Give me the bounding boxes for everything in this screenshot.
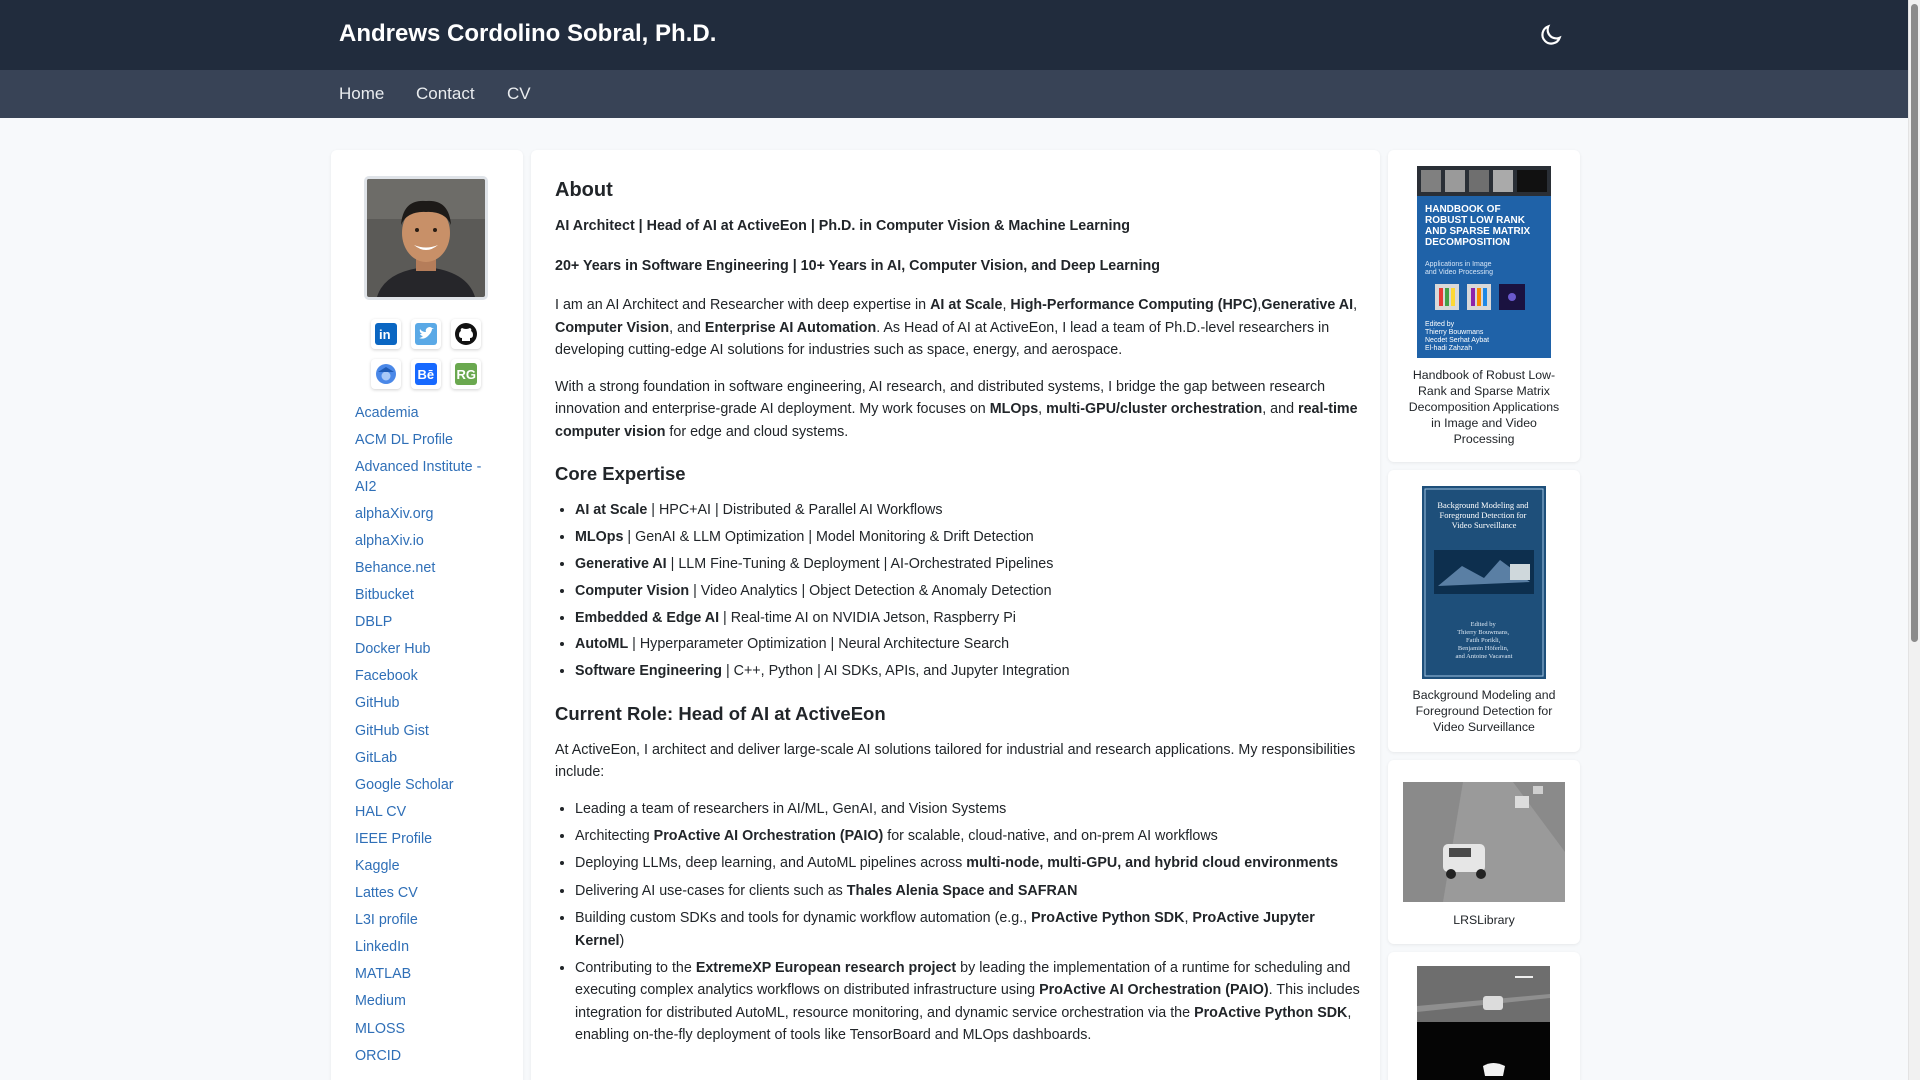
- list-item: [575, 526, 1360, 549]
- book-caption[interactable]: Handbook of Robust Low-Rank and Sparse Matrix Decomposition Applications in Image and Video Processing: [1408, 368, 1560, 446]
- book-caption[interactable]: Background Modeling and Foreground Detection for Video Surveillance: [1412, 688, 1556, 734]
- text-run: , and: [1262, 401, 1298, 417]
- bold-text: Thales Alenia Space and SAFRAN: [846, 882, 1078, 899]
- list-item: [575, 852, 1360, 875]
- text-run: | Real-time AI on NVIDIA Jetson, Raspberry Pi: [719, 609, 1016, 626]
- twitter-icon[interactable]: [411, 319, 441, 349]
- page-scrollbar[interactable]: [1908, 0, 1920, 1080]
- sidebar-link[interactable]: Academia: [355, 405, 419, 421]
- bold-text: AutoML: [575, 636, 629, 653]
- bold-text: AI at Scale: [930, 297, 1003, 313]
- bold-text: Enterprise AI Automation: [704, 319, 877, 336]
- text-run: Architecting: [575, 828, 654, 845]
- book-cover-background-modeling[interactable]: [1422, 486, 1546, 679]
- text-run: . As Head of AI at ActiveEon, I lead a team of Ph.D.-level researchers in developing cutting-edge AI solutions for industries such as space, energy, and aerospace.: [555, 319, 1330, 358]
- behance-label: Bē: [417, 367, 435, 382]
- bold-text: ProActive Jupyter Kernel: [575, 910, 1315, 949]
- project-card-lrslibrary[interactable]: [1388, 760, 1580, 944]
- sidebar-link[interactable]: Bitbucket: [355, 587, 414, 604]
- project-card-video[interactable]: [1388, 952, 1580, 1080]
- text-run: | C++, Python | AI SDKs, APIs, and Jupyter Integration: [721, 663, 1070, 680]
- sidebar-link[interactable]: L3I profile: [355, 912, 418, 929]
- bold-text: real-time computer vision: [555, 401, 1358, 440]
- book-card-robust-low-rank[interactable]: [1388, 150, 1580, 462]
- researchgate-icon[interactable]: [451, 359, 481, 389]
- nav-contact[interactable]: Contact: [416, 84, 475, 103]
- google-scholar-icon[interactable]: [371, 359, 401, 389]
- project-thumbnail-video[interactable]: [1417, 966, 1550, 1080]
- sidebar-link[interactable]: Facebook: [355, 668, 418, 685]
- sidebar-link[interactable]: GitHub Gist: [355, 722, 429, 739]
- cover-title-text: HANDBOOK OF ROBUST LOW RANK AND SPARSE MATRIX DECOMPOSITION: [1425, 204, 1531, 248]
- github-icon[interactable]: [451, 319, 481, 349]
- text-run: | HPC+AI | Distributed & Parallel AI Workflows: [647, 502, 943, 518]
- text-run: | LLM Fine-Tuning & Deployment | AI-Orchestrated Pipelines: [666, 555, 1054, 572]
- current-role-intro: At ActiveEon, I architect and deliver large-scale AI solutions tailored for industrial and research applications. My responsibilities include:: [555, 741, 1356, 781]
- core-expertise-list: [555, 499, 1360, 683]
- bold-text: Software Engineering: [575, 663, 722, 680]
- text-run: Delivering AI use-cases for clients such as: [575, 882, 847, 899]
- svg-text:Background Modeling and: Background Modeling and Foreground Detection for Video Surveillance: [1437, 500, 1529, 530]
- sidebar-link[interactable]: Kaggle: [355, 858, 400, 874]
- list-item: [575, 633, 1360, 656]
- bold-text: Computer Vision: [575, 582, 690, 599]
- bold-text: MLOps: [575, 528, 624, 545]
- bold-text: AI at Scale: [575, 502, 648, 518]
- list-item: [575, 607, 1360, 630]
- list-item: [575, 798, 1360, 821]
- sidebar-link[interactable]: ACM DL Profile: [355, 432, 453, 449]
- about-paragraph-1: [555, 294, 1360, 362]
- text-run: Contributing to the: [575, 959, 696, 976]
- sidebar-link[interactable]: GitLab: [355, 749, 398, 766]
- text-run: , and: [669, 319, 705, 336]
- list-item: [575, 553, 1360, 576]
- list-item: [575, 880, 1360, 903]
- sidebar-link[interactable]: ORCID: [355, 1047, 402, 1064]
- text-run: ,: [1353, 297, 1358, 313]
- svg-text:Applications in Image: Applications in Image and Video Processing: [1425, 261, 1493, 276]
- bold-text: MLOps: [989, 401, 1039, 417]
- profile-links: [355, 404, 505, 1074]
- bold-text: High-Performance Computing (HPC): [1010, 297, 1258, 313]
- moon-icon[interactable]: [1538, 22, 1564, 48]
- book-cover-robust-low-rank[interactable]: [1417, 166, 1551, 358]
- text-run: Building custom SDKs and tools for dynamic workflow automation (e.g.,: [575, 910, 1032, 927]
- list-item: [575, 580, 1360, 603]
- sidebar-link[interactable]: DBLP: [355, 614, 393, 631]
- tagline-role: AI Architect | Head of AI at ActiveEon | Ph.D. in Computer Vision & Machine Learning: [555, 218, 1130, 234]
- text-run: for scalable, cloud-native, and on-prem AI workflows: [883, 828, 1218, 845]
- text-run: With a strong foundation in software engineering, AI research, and distributed systems, I bridge the gap between research innovation and enterprise-grade AI deployment. My work focuses on: [555, 378, 1326, 417]
- sidebar-link[interactable]: alphaXiv.io: [355, 532, 424, 549]
- sidebar-link[interactable]: Google Scholar: [355, 776, 454, 793]
- about-heading: About: [555, 179, 613, 201]
- top-header: [0, 0, 1908, 70]
- sidebar-link[interactable]: Advanced Institute - AI2: [355, 459, 482, 495]
- bold-text: multi-GPU/cluster orchestration: [1046, 401, 1263, 417]
- text-run: | Hyperparameter Optimization | Neural Architecture Search: [628, 636, 1010, 653]
- sidebar-link[interactable]: MLOSS: [355, 1020, 406, 1037]
- avatar: [364, 176, 488, 300]
- core-expertise-heading: Core Expertise: [555, 463, 686, 484]
- sidebar-link[interactable]: HAL CV: [355, 803, 407, 820]
- current-role-heading: Current Role: Head of AI at ActiveEon: [555, 702, 886, 724]
- main-content: [531, 150, 1380, 1080]
- book-card-background-modeling[interactable]: [1388, 470, 1580, 752]
- text-run: . This includes integration for distributed AutoML, resource monitoring, and dynamic service orchestration via the: [575, 982, 1360, 1021]
- text-run: ,: [1257, 297, 1262, 313]
- sidebar-link[interactable]: Docker Hub: [355, 641, 431, 658]
- nav-cv[interactable]: CV: [507, 84, 531, 103]
- bold-text: multi-node, multi-GPU, and hybrid cloud environments: [966, 855, 1339, 872]
- profile-sidebar: [331, 150, 523, 1080]
- text-run: ,: [1184, 910, 1193, 927]
- site-title[interactable]: Andrews Cordolino Sobral, Ph.D.: [339, 20, 717, 47]
- list-item: [575, 907, 1360, 952]
- bold-text: ProActive Python SDK: [1194, 1004, 1348, 1021]
- tagline-experience: 20+ Years in Software Engineering | 10+ Years in AI, Computer Vision, and Deep Learning: [555, 257, 1160, 274]
- list-item: [575, 499, 1360, 522]
- behance-icon[interactable]: [411, 359, 441, 389]
- sidebar-link[interactable]: Medium: [355, 993, 406, 1010]
- text-run: | GenAI & LLM Optimization | Model Monitoring & Drift Detection: [623, 528, 1034, 545]
- bold-text: Generative AI: [575, 555, 667, 572]
- bold-text: ProActive AI Orchestration (PAIO): [653, 828, 884, 845]
- svg-text:Edited by Thierry Bouw: Edited by Thierry Bouwmans, Fatih Porikli, Benjamin Höferlin, and Antoine Vacavant: [1455, 621, 1513, 660]
- sidebar-link[interactable]: Lattes CV: [355, 885, 418, 902]
- svg-text:in: in: [379, 327, 391, 342]
- text-run: ): [619, 932, 625, 949]
- nav-home[interactable]: Home: [339, 84, 385, 103]
- bold-text: ExtremeXP European research project: [695, 959, 957, 976]
- list-item: [575, 660, 1360, 683]
- text-run: | Video Analytics | Object Detection & Anomaly Detection: [689, 582, 1052, 599]
- sidebar-link[interactable]: IEEE Profile: [355, 830, 433, 847]
- text-run: ,: [1002, 297, 1011, 313]
- bold-text: Generative AI: [1261, 297, 1354, 313]
- text-run: by leading the implementation of a runtime for scheduling and executing complex analytics workflows on distributed infrastructure using: [575, 959, 1351, 999]
- project-caption[interactable]: LRSLibrary: [1453, 913, 1515, 927]
- lrslibrary-thumbnail[interactable]: [1403, 782, 1565, 902]
- text-run: I am an AI Architect and Researcher with deep expertise in: [555, 297, 931, 313]
- bold-text: Embedded & Edge AI: [575, 609, 720, 626]
- sidebar-link[interactable]: Behance.net: [355, 559, 436, 576]
- bold-text: ProActive Python SDK: [1031, 910, 1185, 927]
- text-run: Deploying LLMs, deep learning, and AutoML pipelines across: [575, 855, 967, 872]
- current-role-list: [555, 798, 1360, 1047]
- list-item: [575, 825, 1360, 848]
- svg-text:Edited by Thierry Bouw: Edited by Thierry Bouwmans Necdet Serhat Aybat El-hadi Zahzah: [1425, 321, 1490, 352]
- text-run: , enabling on-the-fly deployment of tools like TensorBoard and MLOps dashboards.: [575, 1004, 1352, 1044]
- sidebar-link[interactable]: alphaXiv.org: [355, 505, 434, 522]
- linkedin-icon[interactable]: [371, 319, 401, 349]
- text-run: Leading a team of researchers in AI/ML, GenAI, and Vision Systems: [575, 800, 1007, 817]
- text-run: for edge and cloud systems.: [665, 423, 849, 440]
- about-paragraph-2: [555, 376, 1360, 444]
- main-nav: [0, 70, 1908, 118]
- sidebar-link[interactable]: GitHub: [355, 695, 400, 712]
- text-run: ,: [1038, 401, 1047, 417]
- scrollbar-thumb[interactable]: [1911, 4, 1918, 642]
- bold-text: Computer Vision: [555, 319, 670, 336]
- researchgate-label: RG: [456, 367, 476, 382]
- sidebar-link[interactable]: LinkedIn: [355, 939, 410, 956]
- sidebar-link[interactable]: MATLAB: [355, 966, 412, 983]
- bold-text: ProActive AI Orchestration (PAIO): [1039, 982, 1269, 999]
- list-item: [575, 957, 1360, 1047]
